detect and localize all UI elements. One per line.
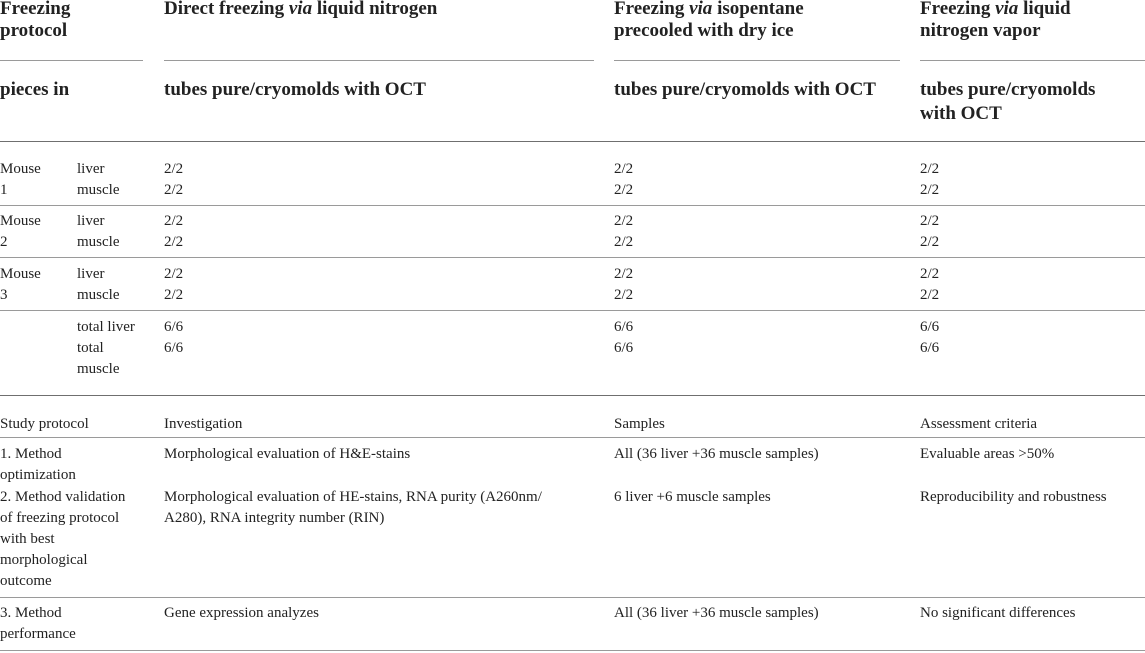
study-investigation: Morphological evaluation of H&E-stains <box>164 446 411 462</box>
row-divider <box>0 310 1145 311</box>
study-protocol-line: morphological <box>0 552 88 568</box>
header-rule-col4 <box>920 60 1145 61</box>
study-criteria: Evaluable areas >50% <box>920 446 1055 462</box>
mouse-label-line1: Mouse <box>0 161 41 177</box>
col2-title-em: via <box>288 0 313 19</box>
total-liver-label: total liver <box>77 319 135 335</box>
tissue-label: liver <box>77 213 105 229</box>
study-protocol-line: 1. Method <box>0 446 62 462</box>
isopentane-value: 2/2 <box>614 182 634 198</box>
mouse-label-line2: 2 <box>0 234 8 250</box>
mouse-label-line2: 1 <box>0 182 8 198</box>
col1-title-line2: protocol <box>0 20 68 41</box>
row-divider <box>0 257 1145 258</box>
direct-value: 2/2 <box>164 266 184 282</box>
direct-value: 2/2 <box>164 213 184 229</box>
col4-title-post: liquid <box>1018 0 1071 19</box>
total-muscle-label-line2: muscle <box>77 361 120 377</box>
study-row-divider <box>0 597 1145 598</box>
total-liver-isopentane: 6/6 <box>614 319 634 335</box>
mouse-label-line1: Mouse <box>0 213 41 229</box>
col1-title-line1: Freezing <box>0 0 71 19</box>
total-muscle-isopentane: 6/6 <box>614 340 634 356</box>
study-header-protocol: Study protocol <box>0 416 89 432</box>
direct-value: 2/2 <box>164 182 184 198</box>
tissue-label: liver <box>77 161 105 177</box>
study-header-samples: Samples <box>614 416 665 432</box>
isopentane-value: 2/2 <box>614 266 634 282</box>
subheader-col4-line1: tubes pure/cryomolds <box>920 79 1096 100</box>
study-investigation: A280), RNA integrity number (RIN) <box>164 510 385 526</box>
total-muscle-label-line1: total <box>77 340 104 356</box>
vapor-value: 2/2 <box>920 161 940 177</box>
direct-value: 2/2 <box>164 161 184 177</box>
table-bottom-rule <box>0 650 1145 651</box>
study-criteria: Reproducibility and robustness <box>920 489 1107 505</box>
study-protocol-line: performance <box>0 626 76 642</box>
col3-title-line2: precooled with dry ice <box>614 20 794 41</box>
col3-title-post: isopentane <box>712 0 804 19</box>
tissue-label: muscle <box>77 287 120 303</box>
total-liver-vapor: 6/6 <box>920 319 940 335</box>
col4-title-pre: Freezing <box>920 0 996 19</box>
vapor-value: 2/2 <box>920 213 940 229</box>
col4-title-em: via <box>995 0 1019 19</box>
total-liver-direct: 6/6 <box>164 319 184 335</box>
direct-value: 2/2 <box>164 287 184 303</box>
col2-title-post: liquid nitrogen <box>312 0 438 19</box>
isopentane-value: 2/2 <box>614 287 634 303</box>
tissue-label: muscle <box>77 234 120 250</box>
col3-title-em: via <box>689 0 713 19</box>
study-samples: All (36 liver +36 muscle samples) <box>614 605 819 621</box>
vapor-value: 2/2 <box>920 182 940 198</box>
isopentane-value: 2/2 <box>614 234 634 250</box>
study-samples: All (36 liver +36 muscle samples) <box>614 446 819 462</box>
tissue-label: muscle <box>77 182 120 198</box>
study-investigation: Morphological evaluation of HE-stains, RNA purity (A260nm/ <box>164 489 542 505</box>
subheader-col3: tubes pure/cryomolds with OCT <box>614 79 876 100</box>
col4-title-line1 <box>920 0 1071 20</box>
isopentane-value: 2/2 <box>614 161 634 177</box>
study-protocol-line: with best <box>0 531 55 547</box>
header-rule-col2 <box>164 60 594 61</box>
col3-title-pre: Freezing <box>614 0 690 19</box>
col2-title-pre: Direct freezing <box>164 0 289 19</box>
mouse-label-line1: Mouse <box>0 266 41 282</box>
study-investigation: Gene expression analyzes <box>164 605 319 621</box>
header-bottom-rule <box>0 141 1145 142</box>
study-header-investigation: Investigation <box>164 416 243 432</box>
subheader-col2: tubes pure/cryomolds with OCT <box>164 79 426 100</box>
study-samples: 6 liver +6 muscle samples <box>614 489 771 505</box>
study-header-rule <box>0 437 1145 438</box>
vapor-value: 2/2 <box>920 287 940 303</box>
total-muscle-direct: 6/6 <box>164 340 184 356</box>
vapor-value: 2/2 <box>920 234 940 250</box>
study-protocol-line: optimization <box>0 467 76 483</box>
vapor-value: 2/2 <box>920 266 940 282</box>
study-criteria: No significant differences <box>920 605 1076 621</box>
col2-title <box>164 0 437 20</box>
subheader-col4-line2: with OCT <box>920 103 1002 124</box>
isopentane-value: 2/2 <box>614 213 634 229</box>
tissue-label: liver <box>77 266 105 282</box>
col4-title-line2: nitrogen vapor <box>920 20 1041 41</box>
mouse-label-line2: 3 <box>0 287 8 303</box>
study-header-criteria: Assessment criteria <box>920 416 1038 432</box>
study-protocol-line: of freezing protocol <box>0 510 120 526</box>
header-rule-col1 <box>0 60 143 61</box>
direct-value: 2/2 <box>164 234 184 250</box>
section-divider <box>0 395 1145 396</box>
subheader-col1: pieces in <box>0 79 70 100</box>
study-protocol-line: 3. Method <box>0 605 62 621</box>
header-rule-col3 <box>614 60 900 61</box>
study-protocol-line: 2. Method validation <box>0 489 126 505</box>
row-divider <box>0 205 1145 206</box>
study-protocol-line: outcome <box>0 573 52 589</box>
total-muscle-vapor: 6/6 <box>920 340 940 356</box>
col3-title-line1 <box>614 0 804 20</box>
